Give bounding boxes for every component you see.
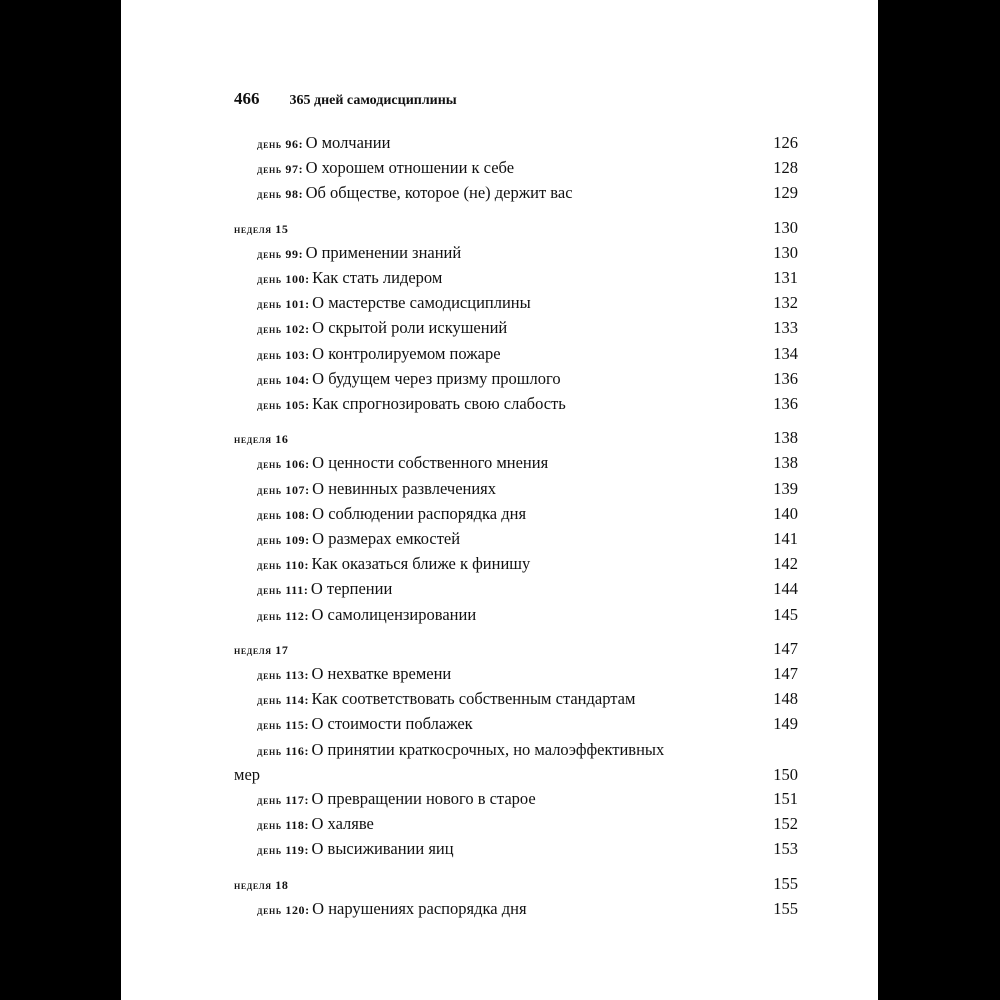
toc-day-label: день 98 — [257, 187, 299, 202]
toc-page-number: 130 — [773, 242, 798, 262]
toc-day-label: день 105 — [257, 398, 306, 413]
toc-day-label: день 96 — [257, 137, 299, 151]
toc-day-label: день 97 — [257, 162, 299, 177]
toc-colon: : — [304, 793, 312, 808]
toc-day-text — [257, 577, 392, 602]
toc-week-entry — [234, 872, 798, 897]
toc-page-number: 140 — [773, 503, 798, 523]
toc-week-label: неделя 17 — [234, 642, 289, 657]
toc-day-label: день 114 — [257, 693, 305, 708]
toc-colon: : — [304, 558, 312, 573]
book-title: 365 дней самодисциплины — [289, 93, 457, 108]
toc-day-title: О контролируемом пожаре — [312, 343, 501, 363]
toc-day-text — [257, 897, 527, 922]
toc-day-entry — [234, 181, 798, 206]
toc-day-text — [257, 316, 507, 341]
toc-day-label: день 107 — [257, 482, 306, 497]
toc-day-title: О молчании — [305, 133, 391, 152]
toc-colon: : — [304, 818, 312, 833]
toc-day-label: день 120 — [257, 902, 306, 917]
toc-day-label: день 109 — [257, 533, 306, 548]
toc-page-number: 126 — [773, 133, 798, 152]
toc-page-number: 129 — [773, 183, 798, 203]
running-head — [234, 89, 834, 111]
toc-page-number: 139 — [773, 478, 798, 498]
toc-day-title: О терпении — [310, 579, 393, 599]
toc-page-number: 136 — [773, 394, 798, 414]
toc-day-text — [257, 552, 530, 577]
toc-page-number: 130 — [773, 217, 798, 237]
toc-page-number: 136 — [773, 368, 798, 388]
toc-day-title: Об обществе, которое (не) держит вас — [305, 183, 573, 203]
toc-week-entry — [234, 637, 798, 662]
toc-day-title: О халяве — [311, 814, 374, 834]
toc-day-text — [257, 451, 548, 476]
toc-day-label: день 119 — [257, 843, 305, 858]
toc-day-label: день 100 — [257, 272, 306, 287]
toc-page-number: 141 — [773, 529, 798, 549]
toc-page-number: 147 — [773, 664, 798, 684]
toc-day-text — [257, 291, 531, 316]
toc-day-text — [257, 662, 451, 687]
toc-colon: : — [305, 507, 313, 522]
toc-colon: : — [305, 347, 313, 362]
toc-colon: : — [305, 482, 313, 497]
toc-day-text — [257, 241, 461, 266]
page-number: 466 — [234, 89, 260, 108]
toc-day-title: О высиживании яиц — [311, 839, 454, 859]
toc-week-label: неделя 18 — [234, 877, 289, 892]
toc-day-entry — [234, 577, 798, 602]
toc-colon: : — [304, 743, 312, 758]
toc-day-text — [257, 812, 374, 837]
toc-page-number: 138 — [773, 453, 798, 473]
toc-colon: : — [305, 533, 313, 548]
toc-colon: : — [304, 718, 312, 733]
toc-day-label: день 113 — [257, 668, 305, 683]
toc-day-title: О самолицензировании — [311, 604, 477, 624]
toc-colon: : — [305, 272, 313, 287]
toc-day-label: день 99 — [257, 246, 299, 261]
toc-day-title: О размерах емкостей — [312, 529, 461, 549]
toc-day-title: О хорошем отношении к себе — [305, 158, 515, 178]
toc-day-text — [257, 837, 454, 862]
toc-colon: : — [305, 322, 313, 337]
toc-colon: : — [305, 457, 313, 472]
toc-colon: : — [298, 137, 306, 151]
table-of-contents — [234, 131, 798, 922]
toc-page-number: 131 — [773, 268, 798, 288]
toc-day-title: О невинных развлечениях — [312, 478, 497, 498]
toc-page-number: 142 — [773, 554, 798, 574]
toc-day-title: Как оказаться ближе к финишу — [311, 554, 531, 574]
toc-day-entry — [234, 392, 798, 417]
toc-colon: : — [303, 583, 311, 598]
toc-day-title: Как спрогнозировать свою слабость — [312, 394, 566, 414]
toc-day-label: день 115 — [257, 718, 305, 733]
toc-day-label: день 118 — [257, 818, 305, 833]
toc-day-title: О стоимости поблажек — [311, 714, 473, 734]
toc-page-number: 155 — [773, 873, 798, 893]
toc-day-title: О соблюдении распорядка дня — [312, 503, 527, 523]
toc-colon: : — [304, 693, 312, 708]
toc-day-text — [257, 502, 526, 527]
toc-day-label: день 108 — [257, 507, 306, 522]
toc-day-label: день 117 — [257, 793, 305, 808]
toc-page-number: 150 — [773, 764, 798, 784]
toc-page-number: 138 — [773, 428, 798, 448]
toc-day-title: О ценности собственного мнения — [312, 453, 549, 473]
toc-day-entry — [234, 156, 798, 181]
toc-page-number: 145 — [773, 604, 798, 624]
toc-day-entry — [234, 477, 798, 502]
toc-day-entry — [234, 316, 798, 341]
toc-page-number: 128 — [773, 158, 798, 178]
toc-day-entry — [234, 291, 798, 316]
toc-page-number: 133 — [773, 318, 798, 338]
toc-day-entry — [234, 812, 798, 837]
toc-colon: : — [305, 398, 313, 413]
toc-colon: : — [298, 246, 306, 261]
toc-day-text — [257, 787, 536, 812]
toc-day-label: день 101 — [257, 297, 306, 312]
toc-page-number: 149 — [773, 714, 798, 734]
toc-page-number: 155 — [773, 898, 798, 918]
toc-day-title: О применении знаний — [305, 242, 462, 262]
toc-day-text — [257, 527, 460, 552]
book-page — [121, 0, 878, 1000]
toc-page-number: 148 — [773, 689, 798, 709]
toc-day-text — [257, 342, 501, 367]
toc-page-number: 134 — [773, 343, 798, 363]
toc-colon: : — [298, 162, 306, 177]
toc-day-text — [257, 392, 566, 417]
toc-day-title: О превращении нового в старое — [311, 789, 536, 809]
toc-day-entry — [234, 131, 798, 156]
toc-colon: : — [305, 372, 313, 387]
toc-day-text — [234, 738, 747, 787]
toc-day-entry — [234, 662, 798, 687]
toc-colon: : — [298, 187, 306, 202]
toc-week-label: неделя 16 — [234, 432, 289, 447]
toc-day-text — [257, 477, 496, 502]
toc-day-title: О принятии краткосрочных, но малоэффективных — [311, 739, 665, 759]
toc-day-text — [257, 156, 514, 181]
toc-day-text — [257, 687, 635, 712]
toc-day-label: день 111 — [257, 583, 304, 598]
toc-week-entry — [234, 216, 798, 241]
toc-page-number: 144 — [773, 579, 798, 599]
toc-day-text — [257, 603, 476, 628]
toc-day-label: день 103 — [257, 347, 306, 362]
toc-page-number: 151 — [773, 789, 798, 809]
toc-day-text — [257, 181, 573, 206]
toc-day-title: О мастерстве самодисциплины — [312, 293, 531, 313]
toc-day-entry — [234, 712, 798, 737]
toc-day-label: день 106 — [257, 457, 306, 472]
toc-day-entry — [234, 738, 798, 787]
toc-day-title: О скрытой роли искушений — [312, 318, 508, 338]
toc-colon: : — [304, 668, 312, 683]
toc-page-number: 147 — [773, 638, 798, 658]
toc-day-title: О будущем через призму прошлого — [312, 368, 561, 388]
toc-day-entry — [234, 502, 798, 527]
toc-day-title: О нарушениях распорядка дня — [312, 898, 527, 918]
toc-day-entry — [234, 687, 798, 712]
toc-day-text — [257, 712, 473, 737]
toc-day-text — [257, 131, 390, 156]
toc-page-number: 132 — [773, 293, 798, 313]
toc-colon: : — [304, 608, 312, 623]
toc-day-label: день 102 — [257, 322, 306, 337]
toc-week-label: неделя 15 — [234, 221, 289, 236]
toc-day-text — [257, 266, 442, 291]
toc-colon: : — [305, 297, 313, 312]
toc-day-entry — [234, 342, 798, 367]
toc-day-entry — [234, 451, 798, 476]
toc-day-entry — [234, 837, 798, 862]
toc-day-title-continuation: мер — [234, 764, 261, 784]
toc-page-number: 153 — [773, 839, 798, 859]
toc-day-entry — [234, 527, 798, 552]
toc-day-label: день 116 — [257, 743, 305, 758]
toc-day-entry — [234, 367, 798, 392]
toc-day-label: день 104 — [257, 372, 306, 387]
toc-page-number: 152 — [773, 814, 798, 834]
toc-day-title: Как соответствовать собственным стандартам — [311, 689, 636, 709]
toc-colon: : — [304, 843, 312, 858]
toc-day-entry — [234, 552, 798, 577]
toc-week-entry — [234, 426, 798, 451]
toc-colon: : — [305, 902, 313, 917]
toc-day-text — [257, 367, 561, 392]
toc-day-entry — [234, 266, 798, 291]
toc-day-label: день 110 — [257, 558, 305, 573]
toc-day-entry — [234, 897, 798, 922]
toc-day-entry — [234, 787, 798, 812]
toc-day-entry — [234, 241, 798, 266]
toc-day-entry — [234, 603, 798, 628]
toc-day-title: О нехватке времени — [311, 664, 452, 684]
toc-day-title: Как стать лидером — [312, 268, 443, 288]
toc-day-label: день 112 — [257, 608, 305, 623]
